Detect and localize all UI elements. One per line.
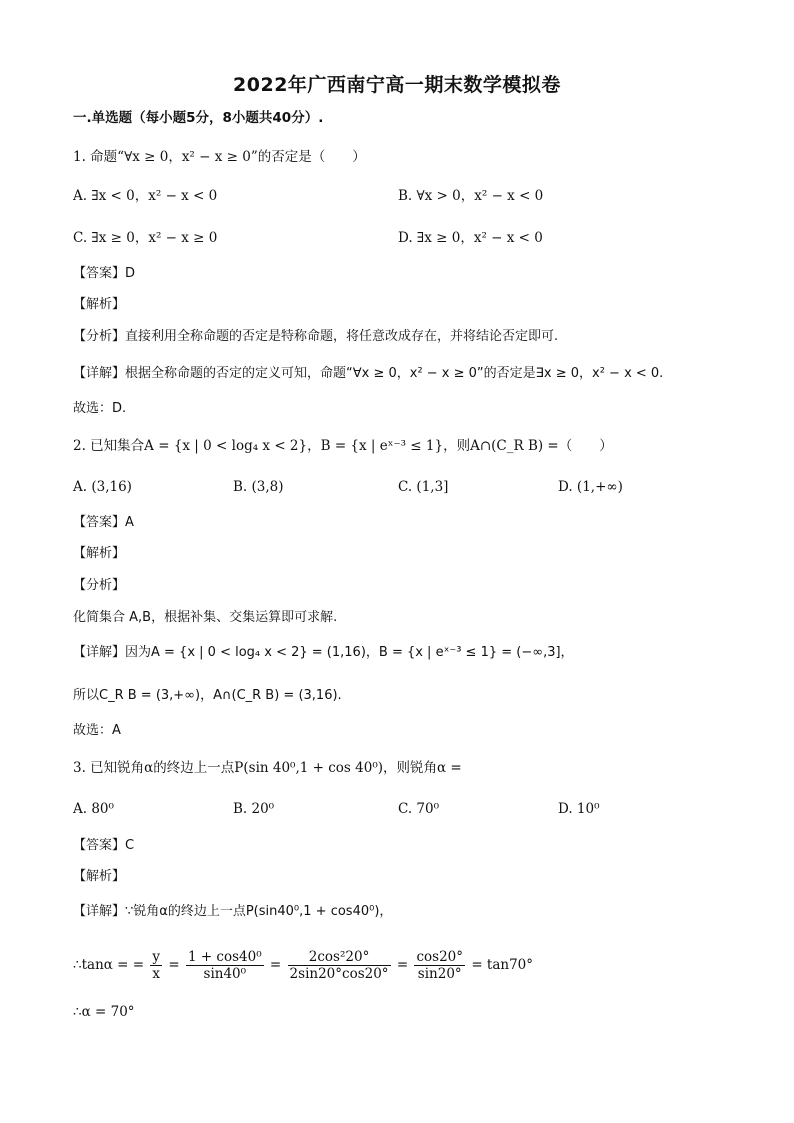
- q2-fenxi-text: 化简集合 A,B，根据补集、交集运算即可求解.: [73, 610, 338, 625]
- fraction-denominator: x: [152, 966, 161, 982]
- q1-option-d: D. ∃x ≥ 0，x² − x < 0: [398, 230, 543, 246]
- q1-fenxi: 【分析】直接利用全称命题的否定是特称命题，将任意改成存在，并将结论否定即可.: [73, 329, 559, 344]
- fraction-cos-over-sin: [186, 949, 264, 982]
- fraction-y-over-x: [150, 949, 162, 982]
- q3-conclusion: ∴α = 70°: [73, 1004, 135, 1020]
- q2-option-c: C. (1,3]: [398, 479, 449, 495]
- q2-option-b: B. (3,8): [233, 479, 284, 495]
- q2-detail: 【详解】因为A = {x | 0 < log₄ x < 2} = (1,16)，B = {x | eˣ⁻³ ≤ 1} = (−∞,3]，: [73, 645, 574, 660]
- q3-answer: 【答案】C: [73, 838, 135, 853]
- q2-fenxi-label: 【分析】: [73, 578, 126, 593]
- q1-option-c: C. ∃x ≥ 0，x² − x ≥ 0: [73, 230, 218, 246]
- q3-stem: 3. 已知锐角α的终边上一点P(sin 40⁰,1 + cos 40⁰)，则锐角α =: [73, 760, 462, 776]
- q2-answer: 【答案】A: [73, 515, 134, 530]
- q3-option-c: C. 70⁰: [398, 801, 440, 817]
- q1-detail: 【详解】根据全称命题的否定的定义可知，命题“∀x ≥ 0，x² − x ≥ 0”的否定是∃x ≥ 0，x² − x < 0.: [73, 366, 664, 381]
- q1-choice: 故选：D.: [73, 401, 127, 416]
- q1-answer: 【答案】D: [73, 266, 136, 281]
- q1-option-b: B. ∀x > 0，x² − x < 0: [398, 188, 544, 204]
- fraction-double-angle: [288, 949, 391, 982]
- q3-detail: 【详解】∵锐角α的终边上一点P(sin40⁰,1 + cos40⁰)，: [73, 904, 393, 919]
- q1-option-a: A. ∃x < 0，x² − x < 0: [73, 188, 218, 204]
- q3-option-d: D. 10⁰: [558, 801, 600, 817]
- q2-option-d: D. (1,+∞): [558, 479, 623, 495]
- q3-equation: ∴tanα = = $\frac{y}{x}$ = $\frac{\text{1 + cos40⁰}}{\text{sin40⁰}}$ = $\frac{\text{2cos²20°}}{2\sin 20^\circ\cos 20^\circ}$ = $\frac{\cos 20^\circ}{\sin 20^\circ}$ = tan70°: [73, 949, 534, 982]
- fraction-numerator: 2cos²20°: [288, 949, 391, 966]
- q2-analysis-label: 【解析】: [73, 546, 126, 561]
- fraction-cos20-over-sin20: [414, 949, 465, 982]
- q1-stem: 1. 命题“∀x ≥ 0，x² − x ≥ 0”的否定是（ ）: [73, 149, 366, 165]
- eq-tail: = tan70°: [471, 957, 534, 973]
- q2-stem: 2. 已知集合A = {x | 0 < log₄ x < 2}，B = {x | eˣ⁻³ ≤ 1}，则A∩(C_R B) =（ ）: [73, 438, 613, 454]
- fraction-denominator: 2sin20°cos20°: [289, 966, 389, 982]
- fraction-numerator: y: [152, 949, 161, 965]
- eq-lead: ∴tanα =: [73, 957, 129, 973]
- q3-option-a: A. 80⁰: [73, 801, 114, 817]
- fraction-numerator: cos20°: [416, 949, 464, 965]
- q2-so: 所以C_R B = (3,+∞)，A∩(C_R B) = (3,16).: [73, 688, 342, 703]
- fraction-numerator: 1 + cos40⁰: [187, 949, 262, 965]
- q3-analysis-label: 【解析】: [73, 869, 126, 884]
- q1-analysis-label: 【解析】: [73, 297, 126, 312]
- q2-option-a: A. (3,16): [73, 479, 132, 495]
- fraction-denominator: sin20°: [417, 966, 462, 982]
- q3-option-b: B. 20⁰: [233, 801, 275, 817]
- fraction-denominator: sin40⁰: [203, 966, 247, 982]
- page-title: 2022年广西南宁高一期末数学模拟卷: [233, 74, 561, 96]
- section-heading: 一.单选题（每小题5分，8小题共40分）.: [73, 110, 324, 126]
- q2-choice: 故选：A: [73, 723, 121, 738]
